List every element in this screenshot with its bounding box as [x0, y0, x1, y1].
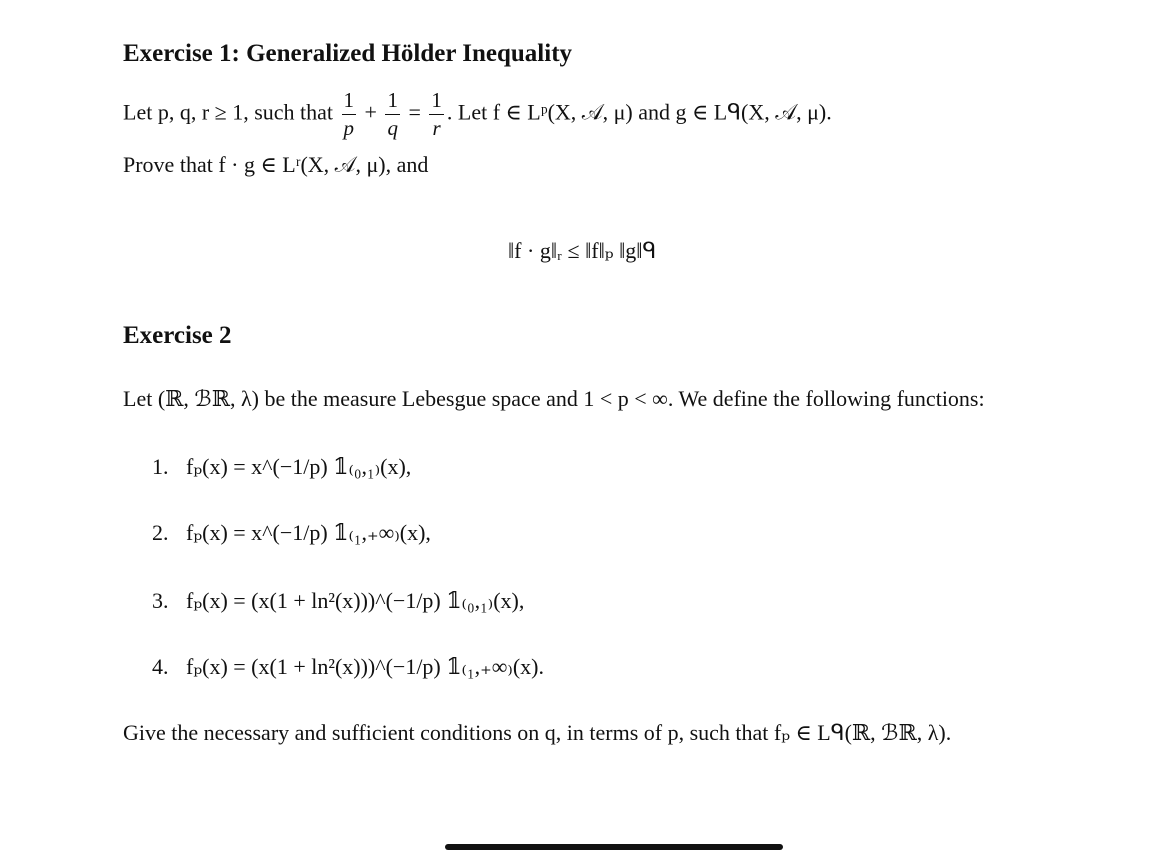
- function-item-2: [152, 520, 431, 546]
- item-number: 3.: [152, 588, 169, 613]
- function-item-3: [152, 588, 524, 614]
- exercise-1-title: Exercise 1: Generalized Hölder Inequality: [123, 40, 573, 67]
- exercise-2-intro: Let (ℝ, ℬℝ, λ) be the measure Lebesgue space and 1 < p < ∞. We define the following functions:: [123, 386, 985, 411]
- function-item-1: [152, 454, 411, 480]
- exercise-1-hypothesis: Let p, q, r ≥ 1, such that: [123, 99, 334, 125]
- exercise-1-statement-line-1: [123, 90, 832, 139]
- item-formula: fₚ(x) = (x(1 + ln²(x)))^(−1/p) 𝟙₍₀,₁₎(x),: [186, 588, 525, 613]
- item-number: 2.: [152, 520, 169, 545]
- exercise-2-title: Exercise 2: [123, 322, 232, 349]
- holder-inequality-display: ‖f · g‖ᵣ ≤ ‖f‖ₚ ‖g‖ᑫ: [508, 238, 657, 263]
- item-number: 4.: [152, 654, 169, 679]
- item-formula: fₚ(x) = (x(1 + ln²(x)))^(−1/p) 𝟙₍₁,₊∞₎(x).: [186, 654, 544, 679]
- exercise-1-functions: . Let f ∈ Lᵖ(X, 𝒜, μ) and g ∈ Lᑫ(X, 𝒜, μ).: [446, 99, 832, 125]
- exercise-1-statement-line-2: Prove that f · g ∈ Lʳ(X, 𝒜, μ), and: [123, 152, 429, 177]
- item-number: 1.: [152, 454, 169, 479]
- exercise-2-question: Give the necessary and sufficient conditions on q, in terms of p, such that fₚ ∈ Lᑫ(ℝ, ℬℝ, λ).: [123, 720, 952, 745]
- plus-sign: +: [364, 99, 377, 125]
- fraction-one-over-p: $\frac{1}{p}$: [343, 88, 355, 140]
- item-formula: fₚ(x) = x^(−1/p) 𝟙₍₁,₊∞₎(x),: [186, 520, 431, 545]
- equals-sign: =: [408, 99, 421, 125]
- fraction-one-over-q: $\frac{1}{q}$: [387, 88, 398, 140]
- home-indicator-bar[interactable]: [445, 844, 783, 850]
- item-formula: fₚ(x) = x^(−1/p) 𝟙₍₀,₁₎(x),: [186, 454, 412, 479]
- fraction-one-over-r: $\frac{1}{r}$: [431, 88, 442, 140]
- function-item-4: [152, 654, 544, 680]
